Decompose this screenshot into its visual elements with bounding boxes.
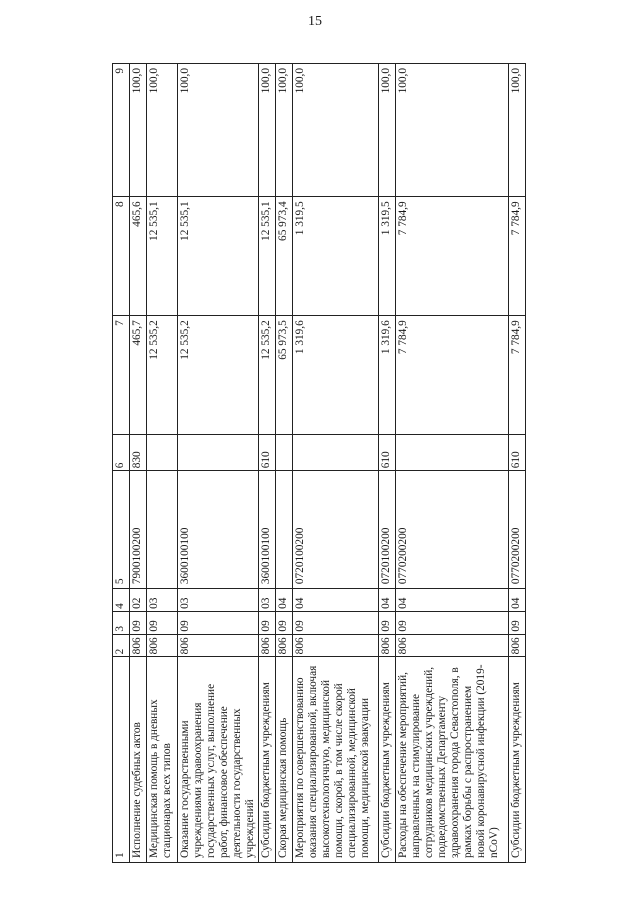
cell-name: Мероприятия по совершенствованию оказания специализированной, включая высокотехнологичную, медицинской помощи, скорой, в том числе скорой специализированной, медицинской помощи, медицинской эвакуации xyxy=(292,657,378,863)
rotated-table-wrapper xyxy=(112,63,526,863)
cell-code: 806 xyxy=(147,634,178,657)
cell-percent: 100,0 xyxy=(275,64,292,197)
cell-code: 806 xyxy=(275,634,292,657)
cell-section: 09 xyxy=(275,611,292,634)
cell-subsection: 04 xyxy=(275,589,292,612)
cell-percent: 100,0 xyxy=(378,64,395,197)
cell-section: 09 xyxy=(147,611,178,634)
cell-expense-type: 610 xyxy=(508,435,525,471)
table-row xyxy=(292,64,378,863)
cell-actual: 1 319,5 xyxy=(378,197,395,316)
table-row xyxy=(378,64,395,863)
cell-target-article: 0770200200 xyxy=(395,471,508,589)
cell-target-article: 0720100200 xyxy=(292,471,378,589)
cell-percent: 100,0 xyxy=(508,64,525,197)
cell-subsection: 04 xyxy=(378,589,395,612)
cell-expense-type xyxy=(395,435,508,471)
column-header: 9 xyxy=(113,64,130,197)
cell-section: 09 xyxy=(292,611,378,634)
table-row xyxy=(508,64,525,863)
cell-expense-type xyxy=(178,435,259,471)
table-header-row xyxy=(113,64,130,863)
cell-plan: 1 319,6 xyxy=(292,316,378,435)
cell-name: Оказание государственными учреждениями здравоохранения государственных услуг, выполнение работ, финансовое обеспечение деятельности государственных учреждений xyxy=(178,657,259,863)
column-header: 7 xyxy=(113,316,130,435)
column-header: 2 xyxy=(113,634,130,657)
column-header: 4 xyxy=(113,589,130,612)
cell-target-article: 3600100100 xyxy=(178,471,259,589)
cell-percent: 100,0 xyxy=(147,64,178,197)
cell-name: Скорая медицинская помощь xyxy=(275,657,292,863)
cell-expense-type: 610 xyxy=(378,435,395,471)
cell-subsection: 03 xyxy=(258,589,275,612)
column-header: 8 xyxy=(113,197,130,316)
cell-section: 09 xyxy=(258,611,275,634)
budget-table xyxy=(112,63,526,863)
column-header: 5 xyxy=(113,471,130,589)
cell-code: 806 xyxy=(130,634,147,657)
cell-percent: 100,0 xyxy=(178,64,259,197)
cell-plan: 12 535,2 xyxy=(178,316,259,435)
column-header: 1 xyxy=(113,657,130,863)
cell-target-article: 0720100200 xyxy=(378,471,395,589)
cell-target-article xyxy=(147,471,178,589)
cell-actual: 7 784,9 xyxy=(395,197,508,316)
cell-percent: 100,0 xyxy=(258,64,275,197)
cell-section: 09 xyxy=(395,611,508,634)
cell-subsection: 02 xyxy=(130,589,147,612)
cell-code: 806 xyxy=(258,634,275,657)
cell-name: Расходы на обеспечение мероприятий, направленных на стимулирование сотрудников медицинских учреждений, подведомственных Департаменту здравоохранения города Севастополя, в рамках борьбы с распространением новой коронавирусной инфекции (2019-nCoV) xyxy=(395,657,508,863)
cell-actual: 12 535,1 xyxy=(147,197,178,316)
table-row xyxy=(275,64,292,863)
column-header: 3 xyxy=(113,611,130,634)
cell-name: Исполнение судебных актов xyxy=(130,657,147,863)
cell-actual: 12 535,1 xyxy=(258,197,275,316)
cell-plan: 465,7 xyxy=(130,316,147,435)
cell-plan: 7 784,9 xyxy=(395,316,508,435)
cell-name: Медицинская помощь в дневных стационарах всех типов xyxy=(147,657,178,863)
table-row xyxy=(258,64,275,863)
column-header: 6 xyxy=(113,435,130,471)
cell-subsection: 04 xyxy=(508,589,525,612)
page-number: 15 xyxy=(308,14,322,29)
cell-code: 806 xyxy=(378,634,395,657)
table-row xyxy=(130,64,147,863)
cell-actual: 7 784,9 xyxy=(508,197,525,316)
cell-subsection: 04 xyxy=(395,589,508,612)
cell-code: 806 xyxy=(292,634,378,657)
cell-expense-type: 830 xyxy=(130,435,147,471)
cell-target-article: 7900100200 xyxy=(130,471,147,589)
cell-plan: 12 535,2 xyxy=(258,316,275,435)
table-row xyxy=(147,64,178,863)
cell-section: 09 xyxy=(378,611,395,634)
cell-section: 09 xyxy=(178,611,259,634)
cell-plan: 12 535,2 xyxy=(147,316,178,435)
cell-expense-type xyxy=(292,435,378,471)
cell-expense-type xyxy=(275,435,292,471)
cell-section: 09 xyxy=(130,611,147,634)
cell-name: Субсидии бюджетным учреждениям xyxy=(378,657,395,863)
table-row xyxy=(178,64,259,863)
cell-subsection: 03 xyxy=(178,589,259,612)
cell-subsection: 03 xyxy=(147,589,178,612)
cell-plan: 7 784,9 xyxy=(508,316,525,435)
cell-percent: 100,0 xyxy=(130,64,147,197)
cell-name: Субсидии бюджетным учреждениям xyxy=(508,657,525,863)
cell-plan: 65 973,5 xyxy=(275,316,292,435)
cell-expense-type xyxy=(147,435,178,471)
cell-plan: 1 319,6 xyxy=(378,316,395,435)
cell-target-article: 3600100100 xyxy=(258,471,275,589)
cell-name: Субсидии бюджетным учреждениям xyxy=(258,657,275,863)
cell-subsection: 04 xyxy=(292,589,378,612)
cell-actual: 1 319,5 xyxy=(292,197,378,316)
cell-expense-type: 610 xyxy=(258,435,275,471)
cell-code: 806 xyxy=(178,634,259,657)
cell-percent: 100,0 xyxy=(395,64,508,197)
cell-percent: 100,0 xyxy=(292,64,378,197)
cell-actual: 12 535,1 xyxy=(178,197,259,316)
cell-target-article xyxy=(275,471,292,589)
table-row xyxy=(395,64,508,863)
cell-actual: 65 973,4 xyxy=(275,197,292,316)
cell-code: 806 xyxy=(395,634,508,657)
cell-actual: 465,6 xyxy=(130,197,147,316)
cell-code: 806 xyxy=(508,634,525,657)
cell-section: 09 xyxy=(508,611,525,634)
cell-target-article: 0770200200 xyxy=(508,471,525,589)
